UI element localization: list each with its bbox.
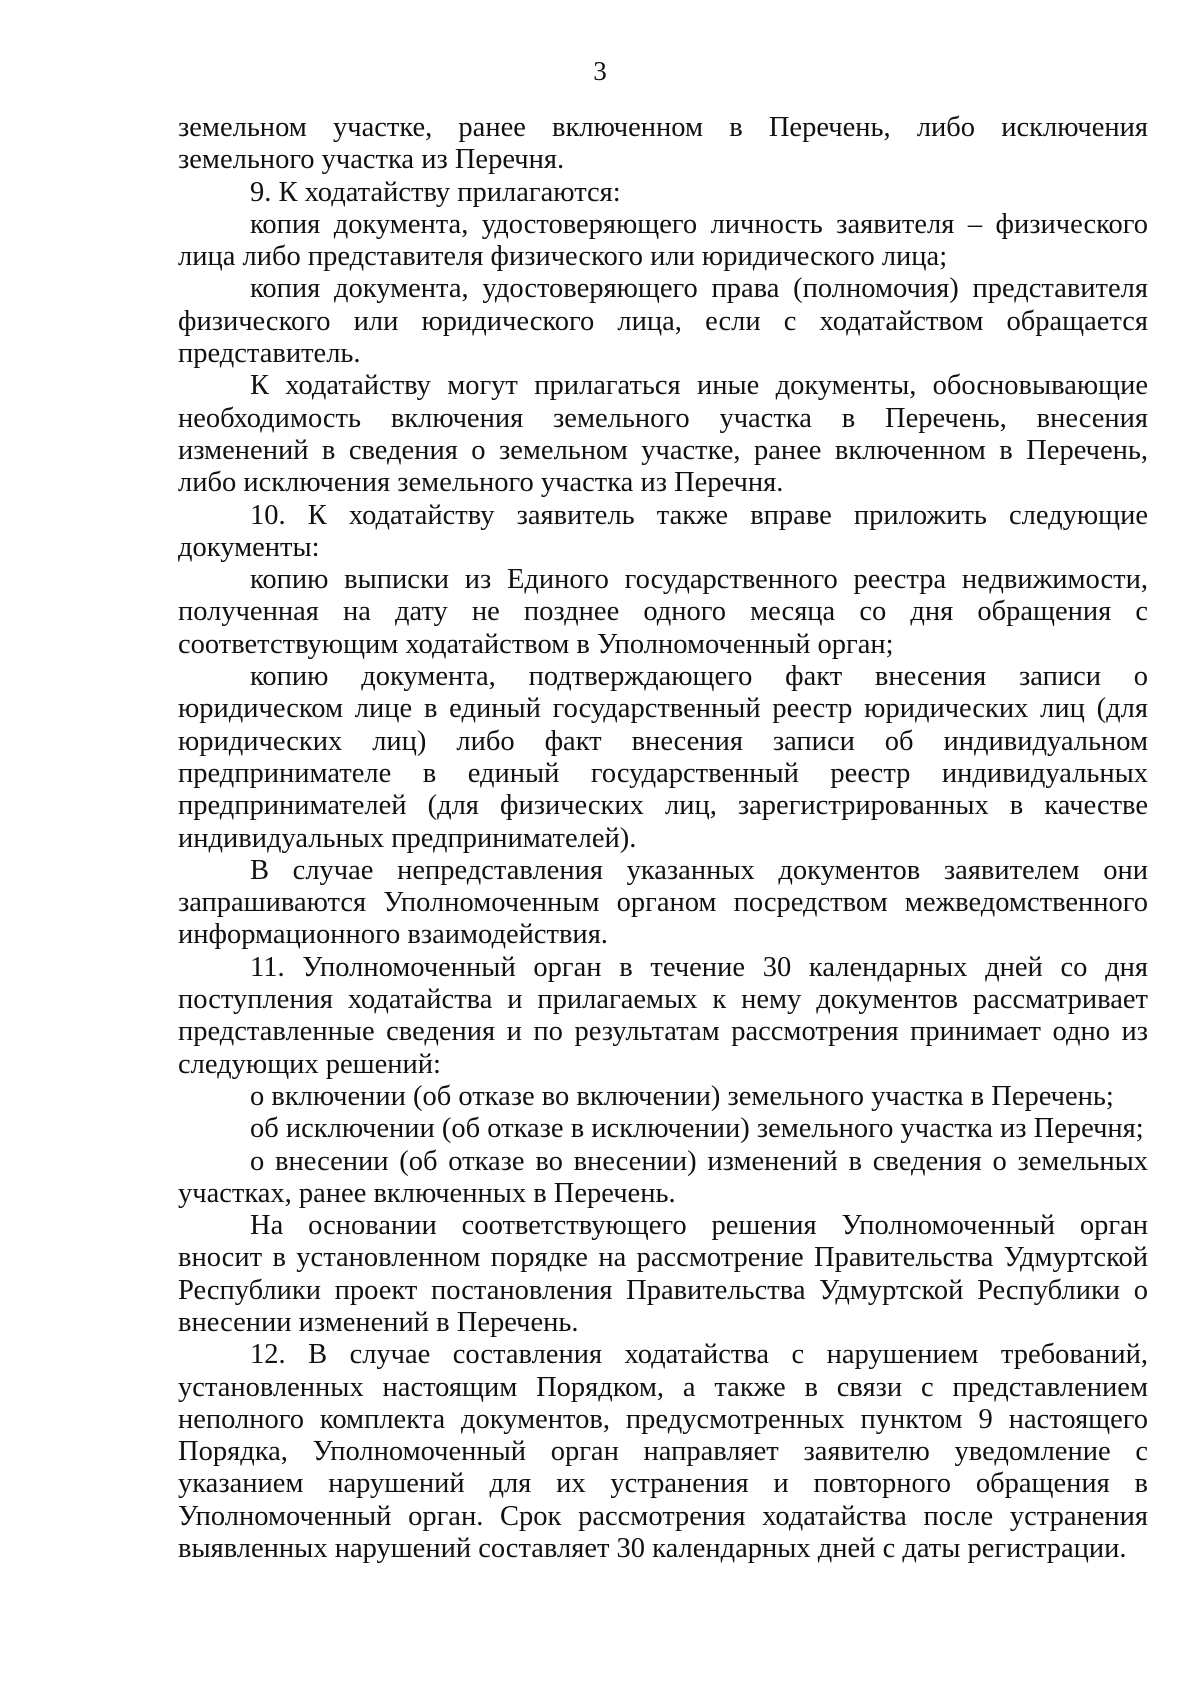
- paragraph-item-9: 9. К ходатайству прилагаются:: [250, 176, 621, 208]
- paragraph-decision-include: о включении (об отказе во включении) земельного участка в Перечень;: [250, 1080, 1114, 1112]
- paragraph-identity-document: копия документа, удостоверяющего личность заявителя – физического лица либо представителя физического или юридического лица;: [178, 208, 1148, 273]
- paragraph-other-documents: К ходатайству могут прилагаться иные документы, обосновывающие необходимость включения земельного участка в Перечень, внесения изменений в сведения о земельном участке, ранее включенном в Перечень, либо исключения земельного участка из Перечня.: [178, 370, 1148, 499]
- paragraph-interagency-request: В случае непредставления указанных документов заявителем они запрашиваются Уполномоченным органом посредством межведомственного информационного взаимодействия.: [178, 854, 1148, 951]
- document-body: [178, 112, 1148, 1565]
- page-number: 3: [593, 56, 607, 86]
- paragraph-continuation: земельном участке, ранее включенном в Перечень, либо исключения земельного участка из Перечня.: [178, 112, 1148, 176]
- paragraph-item-12: 12. В случае составления ходатайства с нарушением требований, установленных настоящим Порядком, а также в связи с представлением неполного комплекта документов, предусмотренных пунктом 9 настоящего Порядка, Уполномоченный орган направляет заявителю уведомление с указанием нарушений для их устранения и повторного обращения в Уполномоченный орган. Срок рассмотрения ходатайства после устранения выявленных нарушений составляет 30 календарных дней с даты регистрации.: [178, 1339, 1148, 1565]
- paragraph-government-submission: На основании соответствующего решения Уполномоченный орган вносит в установленном порядке на рассмотрение Правительства Удмуртской Республики проект постановления Правительства Удмуртской Республики о внесении изменений в Перечень.: [178, 1210, 1148, 1338]
- paragraph-item-10: 10. К ходатайству заявитель также вправе приложить следующие документы:: [178, 499, 1148, 563]
- paragraph-authority-document: копия документа, удостоверяющего права (полномочия) представителя физического или юридического лица, если с ходатайством обращается представитель.: [178, 273, 1148, 370]
- paragraph-registry-extract: копию выписки из Единого государственного реестра недвижимости, полученная на дату не позднее одного месяца со дня обращения с соответствующим ходатайством в Уполномоченный орган;: [178, 564, 1148, 660]
- paragraph-decision-exclude: об исключении (об отказе в исключении) земельного участка из Перечня;: [250, 1113, 1144, 1145]
- paragraph-decision-amend: о внесении (об отказе во внесении) изменений в сведения о земельных участках, ранее включенных в Перечень.: [178, 1145, 1148, 1209]
- paragraph-registration-record: копию документа, подтверждающего факт внесения записи о юридическом лице в единый государственный реестр юридических лиц (для юридических лиц) либо факт внесения записи об индивидуальном предпринимателе в единый государственный реестр индивидуальных предпринимателей (для физических лиц, зарегистрированных в качестве индивидуальных предпринимателей).: [178, 661, 1148, 854]
- paragraph-item-11: 11. Уполномоченный орган в течение 30 календарных дней со дня поступления ходатайства и прилагаемых к нему документов рассматривает представленные сведения и по результатам рассмотрения принимает одно из следующих решений:: [178, 951, 1148, 1080]
